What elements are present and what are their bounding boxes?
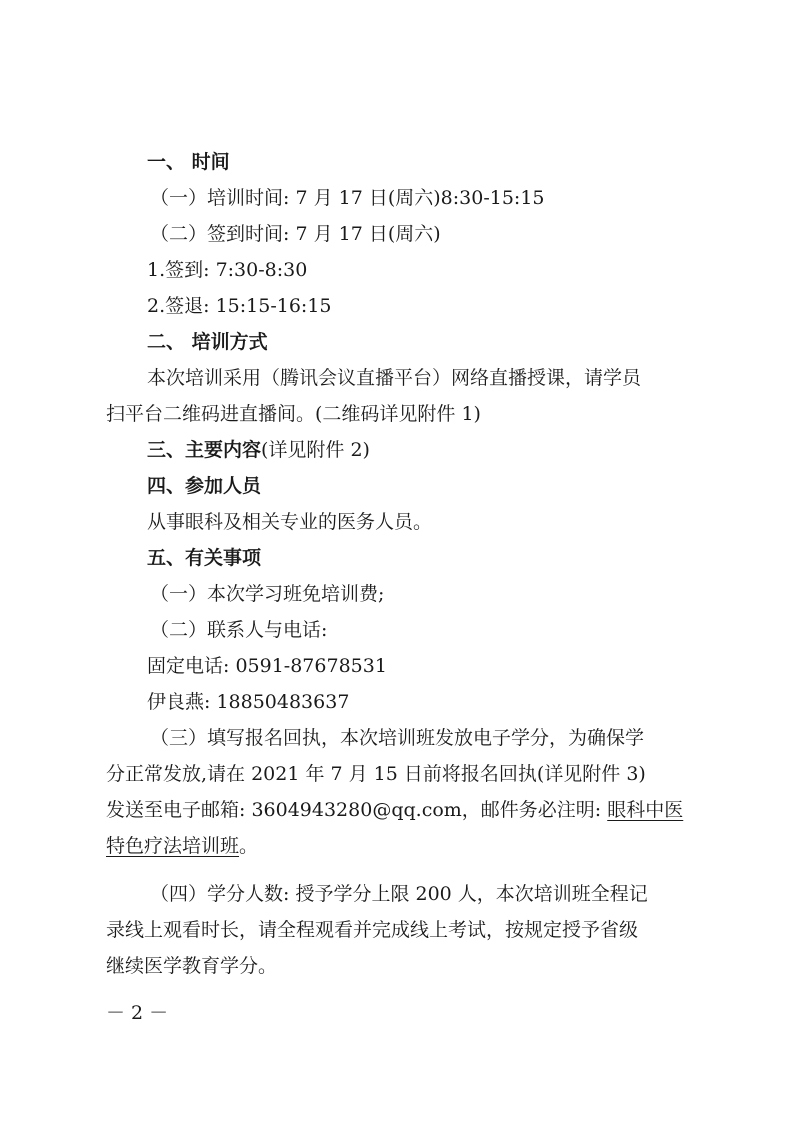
page-number: － 2 － [106,1002,169,1024]
registration-paragraph-line-4 [0,828,793,864]
section-heading-matters: 五、有关事项 [147,547,262,569]
signin-time-line: （二）签到时间: 7 月 17 日(周六) [150,223,441,245]
section-heading-content: 三、主要内容 [147,439,262,461]
content-note: (详见附件 2) [261,439,370,461]
section-heading-participants: 四、参加人员 [147,475,262,497]
contact-heading-line: （二）联系人与电话: [150,619,328,641]
method-paragraph-line-2: 扫平台二维码进直播间。(二维码详见附件 1) [106,403,481,425]
mobile-line: 伊良燕: 18850483637 [147,691,350,713]
participants-paragraph: 从事眼科及相关专业的医务人员。 [147,511,433,533]
credit-paragraph-line-2: 录线上观看时长，请全程观看并完成线上考试，按规定授予省级 [106,919,639,941]
registration-paragraph-line-2: 分正常发放,请在 2021 年 7 月 15 日前将报名回执(详见附件 3) [106,763,646,785]
fee-line: （一）本次学习班免培训费; [150,583,385,605]
section-heading-method: 二、 培训方式 [147,331,268,353]
section-content-line [0,432,793,468]
credit-paragraph-line-1: （四）学分人数: 授予学分上限 200 人，本次培训班全程记 [150,883,648,905]
landline-line: 固定电话: 0591-87678531 [147,655,387,677]
method-paragraph-line-1: 本次培训采用（腾讯会议直播平台）网络直播授课，请学员 [147,367,642,389]
section-heading-time: 一、 时间 [147,151,230,173]
course-name-underlined-part-1: 眼科中医 [607,799,684,821]
course-name-underlined-part-2: 特色疗法培训班 [106,835,240,857]
signin-line: 1.签到: 7:30-8:30 [147,259,308,281]
credit-paragraph-line-3: 继续医学教育学分。 [106,955,278,977]
registration-paragraph-line-3 [0,792,793,828]
email-instruction: 发送至电子邮箱: 3604943280@qq.com，邮件务必注明: [106,799,608,821]
training-time-line: （一）培训时间: 7 月 17 日(周六)8:30-15:15 [150,187,545,209]
registration-paragraph-line-1: （三）填写报名回执，本次培训班发放电子学分，为确保学 [150,727,645,749]
signout-line: 2.签退: 15:15-16:15 [147,295,332,317]
sentence-end: 。 [239,835,259,857]
